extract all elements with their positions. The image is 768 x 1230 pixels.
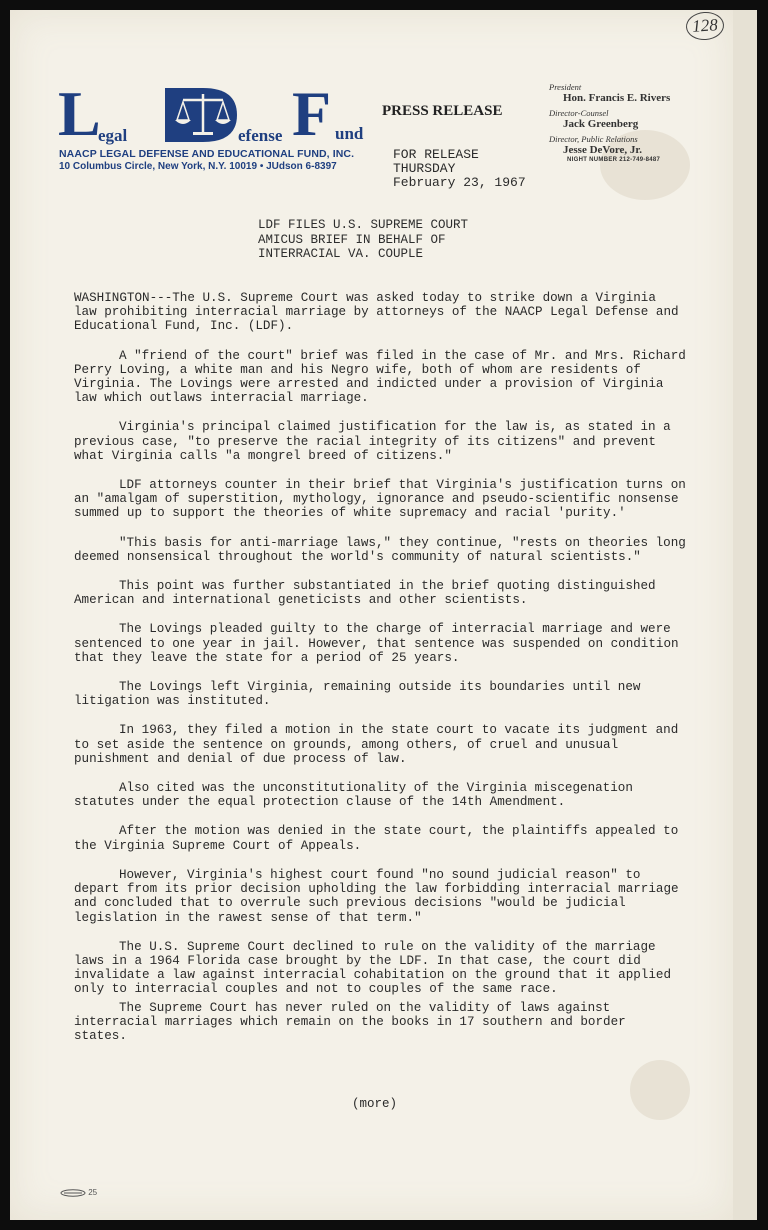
logo-letter-f: F: [292, 78, 332, 149]
page-edge: [733, 10, 757, 1220]
release-date: February 23, 1967: [393, 175, 526, 190]
paragraph: The U.S. Supreme Court declined to rule on the validity of the marriage laws in a 1964 Florida case brought by the LDF. In that case, the court did invalidate a law against interracial cohabitation on the ground that it applied only to interracial couples and not to couples of the same race.: [74, 939, 672, 997]
paragraph: In 1963, they filed a motion in the state court to vacate its judgment and to set aside the sentence on grounds, among others, of cruel and unusual punishment and denial of due process of law.: [74, 723, 679, 766]
paragraph: This point was further substantiated in the brief quoting distinguished American and international geneticists and other scientists.: [74, 579, 656, 608]
ldf-logo: [58, 78, 373, 149]
paragraph: A "friend of the court" brief was filed in the case of Mr. and Mrs. Richard Perry Loving, a white man and his Negro wife, both of whom are residents of Virginia. The Lovings were arrested and indicted under a provision of Virginia law which outlaws interracial marriage.: [74, 348, 686, 406]
paragraph: Virginia's principal claimed justification for the law is, as stated in a previous case, "to preserve the racial integrity of its citizens" and prevent what Virginia calls "a mongrel breed of citizens.": [74, 420, 671, 463]
headline-line: AMICUS BRIEF IN BEHALF OF: [258, 232, 446, 247]
headline-line: INTERRACIAL VA. COUPLE: [258, 247, 424, 261]
paragraph: The Lovings left Virginia, remaining outside its boundaries until new litigation was instituted.: [74, 680, 641, 709]
paragraph: Also cited was the unconstitutionality of the Virginia miscegenation statutes under the equal protection clause of the 14th Amendment.: [74, 781, 633, 810]
officer-name: Hon. Francis E. Rivers: [563, 92, 671, 104]
paragraph: "This basis for anti-marriage laws," they continue, "rests on theories long deemed nonsensical throughout the world's community of natural scientists.": [74, 535, 686, 564]
paragraph: After the motion was denied in the state court, the plaintiffs appealed to the Virginia Supreme Court of Appeals.: [74, 824, 679, 853]
paragraph: However, Virginia's highest court found "no sound judicial reason" to depart from its prior decision upholding the law forbidding interracial marriage and concluded that to overrule such previous decisions "would be judicial legislation in the rawest sense of that term.": [74, 867, 679, 925]
headline: [258, 218, 468, 262]
officer-name: Jack Greenberg: [563, 118, 639, 130]
paragraph: WASHINGTON---The U.S. Supreme Court was asked today to strike down a Virginia law prohibiting interracial marriage by attorneys of the NAACP Legal Defense and Educational Fund, Inc. (LDF).: [74, 291, 679, 334]
press-release-heading: PRESS RELEASE: [382, 103, 503, 119]
page-number: 128: [685, 11, 725, 42]
stain-mark: [630, 1060, 690, 1120]
release-line: THURSDAY: [393, 161, 456, 176]
union-bug-mark: [60, 1188, 97, 1197]
officer-role: Director-Counsel: [549, 108, 609, 118]
release-line: FOR RELEASE: [393, 147, 479, 162]
night-number: NIGHT NUMBER 212-749-8487: [567, 157, 661, 163]
officers-list: [549, 82, 729, 163]
release-date-block: [393, 148, 526, 190]
paragraph: The Lovings pleaded guilty to the charge of interracial marriage and were sentenced to one year in jail. However, that sentence was suspended on condition that they leave the state for a period of 25 years.: [74, 622, 679, 665]
org-name: NAACP LEGAL DEFENSE AND EDUCATIONAL FUND, INC.: [59, 148, 355, 160]
org-address: 10 Columbus Circle, New York, N.Y. 10019 • JUdson 6-8397: [59, 161, 337, 172]
logo-scales-d-icon: [163, 86, 239, 144]
officer-role: Director, Public Relations: [549, 134, 638, 144]
union-bug-icon: [60, 1189, 86, 1197]
paragraph: The Supreme Court has never ruled on the validity of laws against interracial marriages which remain on the books in 17 southern and border states.: [74, 1000, 626, 1043]
logo-word-efense: efense: [238, 126, 283, 145]
more-marker: (more): [352, 1097, 398, 1111]
headline-line: LDF FILES U.S. SUPREME COURT: [258, 218, 469, 232]
logo-letter-l: L: [58, 78, 101, 149]
article-body: [74, 291, 686, 1058]
logo-word-egal: egal: [98, 126, 128, 145]
officer-role: President: [549, 82, 582, 92]
paragraph: LDF attorneys counter in their brief that Virginia's justification turns on an "amalgam of superstition, mythology, ignorance and pseudo-scientific nonsense summed up to support the theories of white supremacy and racial 'purity.': [74, 478, 686, 521]
footer-code: 25: [88, 1188, 98, 1197]
officer-name: Jesse DeVore, Jr.: [563, 144, 643, 156]
logo-word-und: und: [335, 124, 364, 143]
